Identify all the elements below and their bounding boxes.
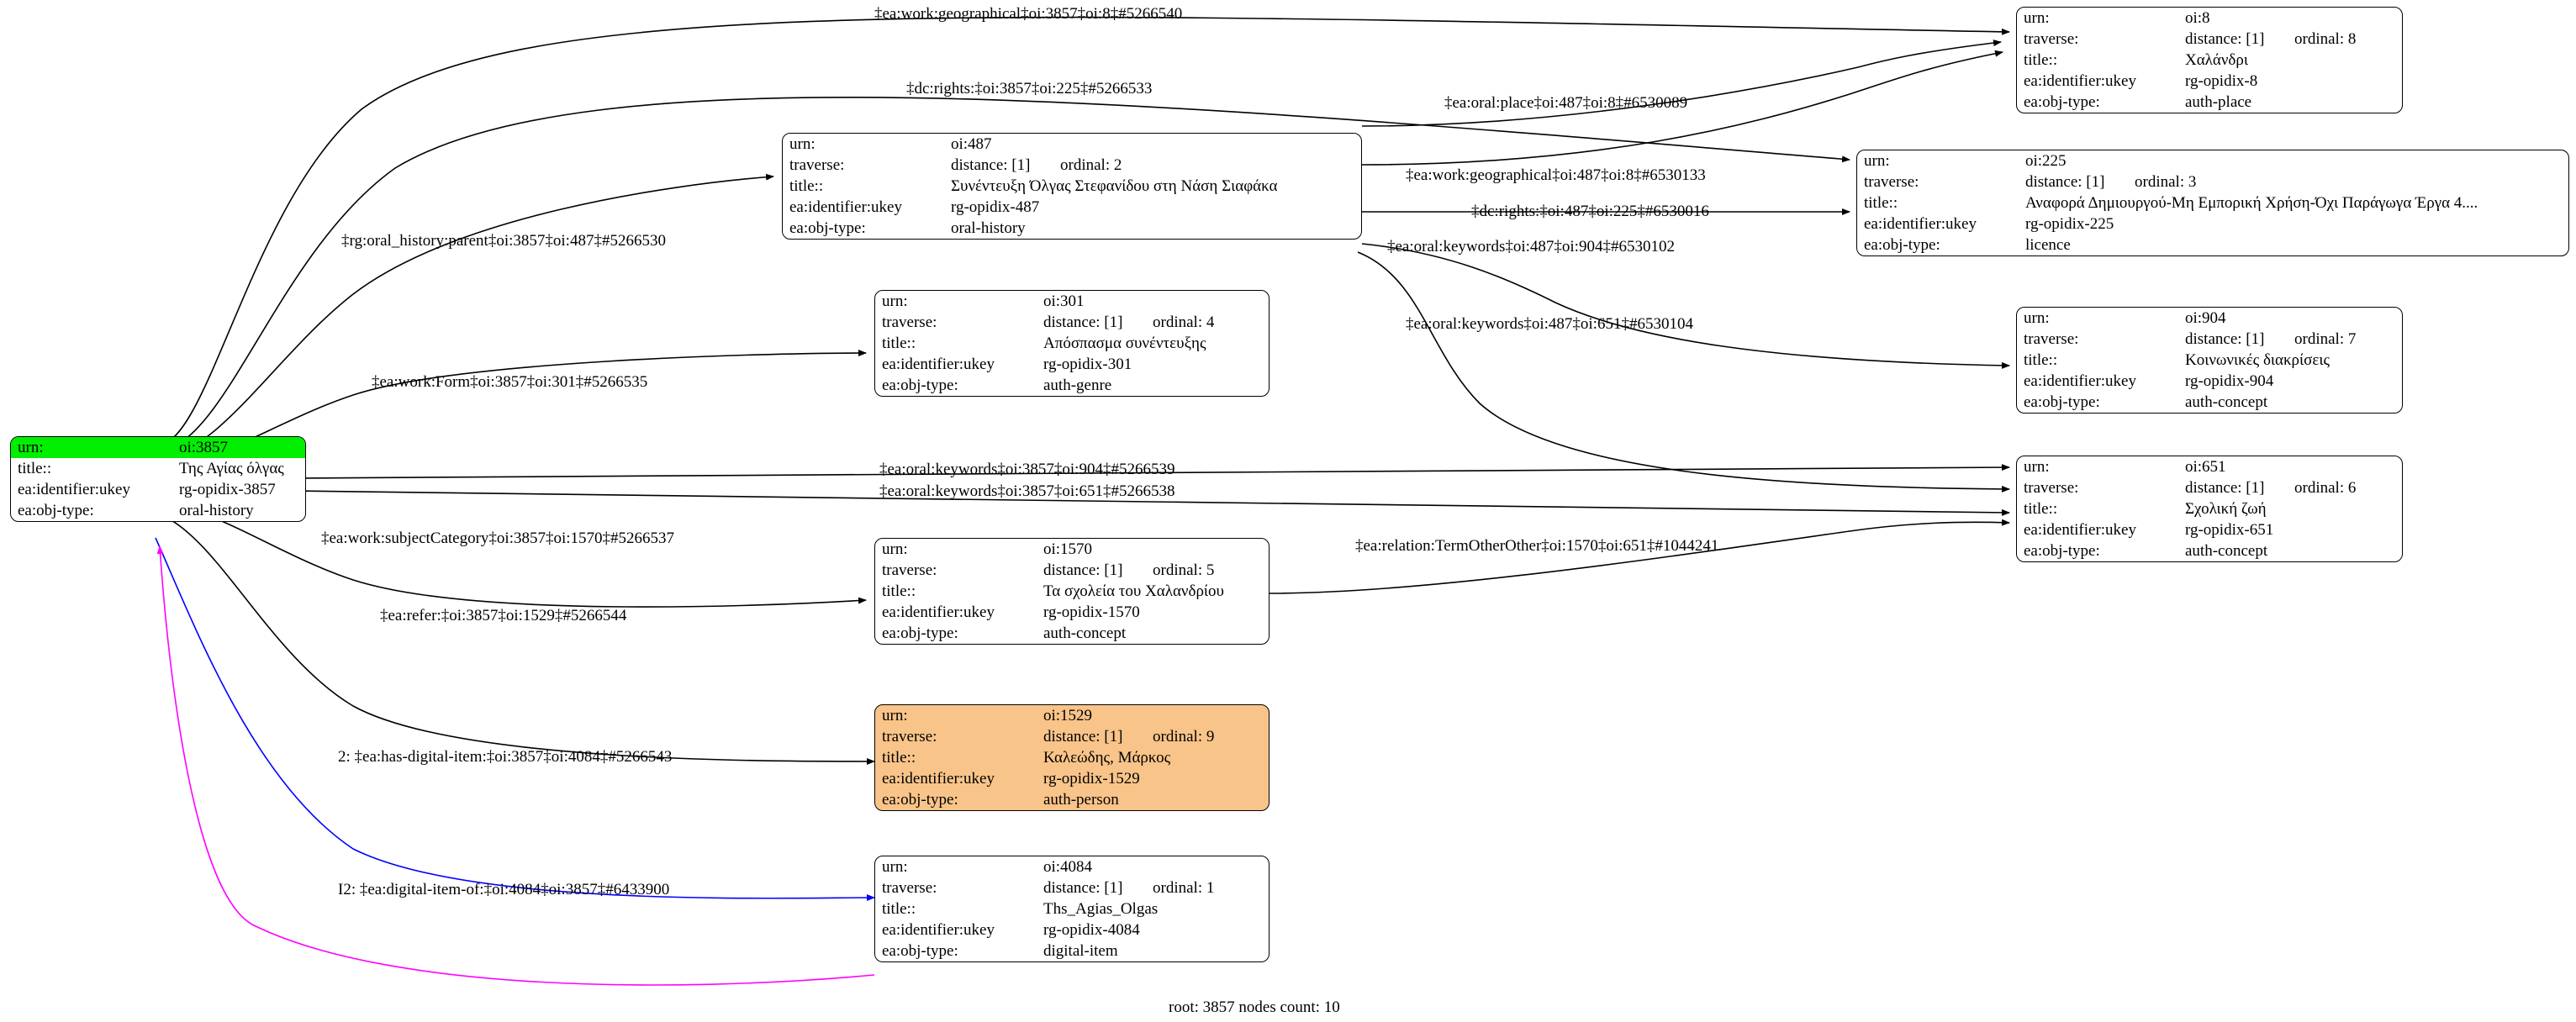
node-value-title: Σχολική ζωή [2185, 500, 2267, 518]
node-row-urn [875, 539, 1269, 560]
node-row-objtype [783, 218, 1361, 239]
node-row-traverse [875, 560, 1269, 581]
node-key-urn: urn: [2024, 458, 2050, 476]
node-key-urn: urn: [882, 540, 908, 558]
node-key-objtype: ea:obj-type: [2024, 542, 2100, 560]
node-value-objtype: auth-concept [2185, 542, 2268, 560]
node-oi-301[interactable] [874, 290, 1270, 397]
node-row-objtype [875, 940, 1269, 961]
edge-path-e7 [1362, 244, 2009, 366]
node-row-traverse [2017, 477, 2402, 498]
node-row-objtype [1857, 234, 2568, 256]
node-key-objtype: ea:obj-type: [2024, 393, 2100, 411]
node-row-title [2017, 498, 2402, 519]
node-value-distance: distance: [1] [1043, 879, 1123, 897]
node-value-objtype: oral-history [951, 219, 1026, 237]
node-key-objtype: ea:obj-type: [1864, 236, 1940, 254]
node-value-distance: distance: [1] [2185, 479, 2265, 497]
edge-label-e7: ‡ea:oral:keywords‡oi:487‡oi:904‡#6530102 [1387, 238, 1675, 256]
node-value-identifier: rg-opidix-8 [2185, 72, 2258, 90]
edge-label-e3: ‡ea:oral:place‡oi:487‡oi:8‡#6530089 [1444, 94, 1688, 112]
node-value-identifier: rg-opidix-1529 [1043, 770, 1140, 788]
node-value-distance: distance: [1] [1043, 728, 1123, 745]
node-row-title [2017, 50, 2402, 71]
node-value-urn: oi:4084 [1043, 858, 1093, 876]
node-row-urn [875, 705, 1269, 726]
node-value-urn: oi:225 [2025, 152, 2067, 170]
node-row-identifier [783, 197, 1361, 218]
node-value-objtype: auth-genre [1043, 377, 1112, 394]
node-value-ordinal: ordinal: 2 [1060, 156, 1122, 174]
node-key-traverse: traverse: [789, 156, 845, 174]
node-oi-487[interactable] [782, 133, 1362, 240]
node-row-title [1857, 192, 2568, 213]
edge-label-e14: ‡ea:refer:‡oi:3857‡oi:1529‡#5266544 [380, 607, 627, 624]
node-key-title: title:: [882, 582, 916, 600]
node-value-traverse [2019, 171, 2568, 192]
node-row-title [875, 581, 1269, 602]
node-key-objtype: ea:obj-type: [18, 502, 94, 519]
node-value-distance: distance: [1] [951, 156, 1031, 174]
node-value-ordinal: ordinal: 3 [2135, 173, 2197, 191]
node-row-urn [875, 856, 1269, 877]
edge-label-e16: I2: ‡ea:digital-item-of:‡oi:4084‡oi:3857‡#6433900 [338, 881, 670, 898]
node-key-title: title:: [18, 460, 52, 477]
node-value-identifier: rg-opidix-4084 [1043, 921, 1140, 939]
node-value-urn: oi:301 [1043, 292, 1085, 310]
node-row-objtype [2017, 92, 2402, 113]
node-row-identifier [1857, 213, 2568, 234]
node-key-identifier: ea:identifier:ukey [882, 921, 995, 939]
node-row-traverse [875, 312, 1269, 333]
node-row-urn [2017, 456, 2402, 477]
node-row-identifier [875, 768, 1269, 789]
edge-label-e5: ‡rg:oral_history:parent‡oi:3857‡oi:487‡#5266530 [341, 232, 666, 250]
node-row-urn [875, 291, 1269, 312]
node-key-traverse: traverse: [882, 728, 937, 745]
node-key-identifier: ea:identifier:ukey [882, 603, 995, 621]
node-row-traverse [875, 726, 1269, 747]
node-key-urn: urn: [882, 707, 908, 724]
node-key-objtype: ea:obj-type: [882, 377, 958, 394]
node-value-identifier: rg-opidix-301 [1043, 356, 1132, 373]
node-oi-1570[interactable] [874, 538, 1270, 645]
node-key-identifier: ea:identifier:ukey [882, 770, 995, 788]
node-row-identifier [875, 602, 1269, 623]
edge-label-e6: ‡dc:rights:‡oi:487‡oi:225‡#6530016 [1471, 203, 1709, 220]
edge-label-e12: ‡ea:work:subjectCategory‡oi:3857‡oi:1570‡#5266537 [321, 529, 675, 547]
edge-path-e3 [1362, 42, 2001, 126]
node-value-ordinal: ordinal: 5 [1153, 561, 1215, 579]
node-key-traverse: traverse: [2024, 30, 2079, 48]
node-value-objtype: auth-concept [1043, 624, 1127, 642]
node-key-identifier: ea:identifier:ukey [2024, 521, 2136, 539]
node-value-title: Χαλάνδρι [2185, 51, 2248, 69]
node-key-traverse: traverse: [2024, 479, 2079, 497]
edge-label-e10: ‡ea:oral:keywords‡oi:3857‡oi:904‡#5266539 [879, 461, 1175, 478]
node-row-objtype [11, 500, 305, 521]
node-value-ordinal: ordinal: 9 [1153, 728, 1215, 745]
node-key-traverse: traverse: [2024, 330, 2079, 348]
node-row-traverse [2017, 29, 2402, 50]
node-key-urn: urn: [789, 135, 816, 153]
node-value-ordinal: ordinal: 7 [2294, 330, 2357, 348]
node-value-urn: oi:1529 [1043, 707, 1093, 724]
graph-footer: root: 3857 nodes count: 10 [1169, 998, 1340, 1016]
node-row-identifier [2017, 71, 2402, 92]
node-key-urn: urn: [2024, 9, 2050, 27]
node-row-title [875, 898, 1269, 919]
edge-path-e13 [1270, 522, 2009, 593]
node-row-traverse [1857, 171, 2568, 192]
node-row-objtype [2017, 540, 2402, 561]
node-value-distance: distance: [1] [2185, 30, 2265, 48]
node-row-objtype [875, 789, 1269, 810]
node-key-identifier: ea:identifier:ukey [18, 481, 130, 498]
node-value-distance: distance: [1] [2025, 173, 2105, 191]
node-value-title: Καλεώδης, Μάρκος [1043, 749, 1171, 766]
edge-label-e13: ‡ea:relation:TermOtherOther‡oi:1570‡oi:651‡#1044241 [1355, 537, 1719, 555]
node-value-urn: oi:651 [2185, 458, 2226, 476]
node-key-urn: urn: [882, 858, 908, 876]
node-key-traverse: traverse: [882, 561, 937, 579]
node-row-title [11, 458, 305, 479]
edge-path-e15 [156, 538, 874, 898]
node-key-title: title:: [1864, 194, 1898, 212]
edge-label-e15: 2: ‡ea:has-digital-item:‡oi:3857‡oi:4084‡#5266543 [338, 748, 673, 766]
node-value-traverse [1037, 726, 1269, 747]
node-row-urn [2017, 308, 2402, 329]
node-row-title [875, 747, 1269, 768]
node-key-title: title:: [2024, 51, 2058, 69]
node-key-identifier: ea:identifier:ukey [2024, 72, 2136, 90]
edge-label-e4: ‡ea:work:geographical‡oi:487‡oi:8‡#6530133 [1406, 166, 1706, 184]
node-value-objtype: auth-place [2185, 93, 2252, 111]
node-value-identifier: rg-opidix-487 [951, 198, 1040, 216]
node-row-identifier [11, 479, 305, 500]
node-oi-904[interactable] [2016, 307, 2403, 414]
node-oi-8[interactable] [2016, 7, 2403, 113]
node-row-urn [1857, 150, 2568, 171]
node-value-objtype: auth-concept [2185, 393, 2268, 411]
node-value-traverse [2178, 477, 2402, 498]
node-value-distance: distance: [1] [1043, 313, 1123, 331]
node-value-ordinal: ordinal: 8 [2294, 30, 2357, 48]
node-value-objtype: digital-item [1043, 942, 1118, 960]
node-key-objtype: ea:obj-type: [882, 624, 958, 642]
node-key-traverse: traverse: [882, 879, 937, 897]
node-value-identifier: rg-opidix-651 [2185, 521, 2274, 539]
node-value-ordinal: ordinal: 6 [2294, 479, 2357, 497]
node-value-traverse [2178, 329, 2402, 350]
node-key-identifier: ea:identifier:ukey [789, 198, 902, 216]
node-oi-3857[interactable] [10, 436, 306, 522]
node-row-identifier [2017, 371, 2402, 392]
node-value-identifier: rg-opidix-904 [2185, 372, 2274, 390]
node-row-identifier [875, 919, 1269, 940]
node-value-urn: oi:487 [951, 135, 992, 153]
node-key-traverse: traverse: [1864, 173, 1919, 191]
node-value-urn: oi:1570 [1043, 540, 1093, 558]
node-value-distance: distance: [1] [1043, 561, 1123, 579]
node-row-objtype [875, 375, 1269, 396]
node-value-urn: oi:904 [2185, 309, 2226, 327]
node-row-title [875, 333, 1269, 354]
node-value-title: Τα σχολεία του Χαλανδρίου [1043, 582, 1224, 600]
node-value-title: Συνέντευξη Όλγας Στεφανίδου στη Νάση Σιαφάκα [951, 177, 1278, 195]
node-row-traverse [2017, 329, 2402, 350]
edge-label-e8: ‡ea:work:Form‡oi:3857‡oi:301‡#5266535 [372, 373, 648, 391]
node-oi-225[interactable] [1856, 150, 2569, 256]
node-row-identifier [875, 354, 1269, 375]
node-row-urn [11, 437, 305, 458]
edge-path-e9 [1358, 252, 2009, 489]
node-value-urn: oi:3857 [172, 437, 305, 458]
node-value-title: Αναφορά Δημιουργού-Μη Εμπορική Χρήση-Όχι Παράγωγα Έργα 4.... [2025, 194, 2478, 212]
edge-path-e5 [160, 176, 773, 458]
node-value-title: Απόσπασμα συνέντευξης [1043, 335, 1206, 352]
node-value-objtype: auth-person [1043, 791, 1119, 809]
node-key-urn: urn: [882, 292, 908, 310]
node-value-traverse [1037, 877, 1269, 898]
edge-label-e11: ‡ea:oral:keywords‡oi:3857‡oi:651‡#5266538 [879, 482, 1175, 500]
node-key-objtype: ea:obj-type: [2024, 93, 2100, 111]
node-oi-4084[interactable] [874, 856, 1270, 962]
node-value-title: Κοινωνικές διακρίσεις [2185, 351, 2331, 369]
node-value-traverse [2178, 29, 2402, 50]
node-row-objtype [875, 623, 1269, 644]
node-value-identifier: rg-opidix-3857 [179, 481, 276, 498]
node-value-urn: oi:8 [2185, 9, 2210, 27]
node-key-title: title:: [789, 177, 824, 195]
node-value-identifier: rg-opidix-1570 [1043, 603, 1140, 621]
node-value-traverse [1037, 312, 1269, 333]
node-key-identifier: ea:identifier:ukey [2024, 372, 2136, 390]
node-value-title: Ths_Agias_Olgas [1043, 900, 1159, 918]
edge-label-e1: ‡ea:work:geographical‡oi:3857‡oi:8‡#5266540 [874, 5, 1183, 23]
node-key-urn: urn: [2024, 309, 2050, 327]
node-key-traverse: traverse: [882, 313, 937, 331]
node-key-title: title:: [882, 900, 916, 918]
node-key-title: title:: [882, 335, 916, 352]
node-key-title: title:: [2024, 500, 2058, 518]
node-key-objtype: ea:obj-type: [882, 942, 958, 960]
node-row-objtype [2017, 392, 2402, 413]
node-key-objtype: ea:obj-type: [882, 791, 958, 809]
node-key-title: title:: [882, 749, 916, 766]
node-value-ordinal: ordinal: 4 [1153, 313, 1215, 331]
edge-path-e14 [160, 514, 874, 761]
node-key-identifier: ea:identifier:ukey [882, 356, 995, 373]
edge-label-e2: ‡dc:rights:‡oi:3857‡oi:225‡#5266533 [906, 80, 1153, 97]
node-value-objtype: licence [2025, 236, 2071, 254]
edge-label-e9: ‡ea:oral:keywords‡oi:487‡oi:651‡#6530104 [1406, 315, 1693, 333]
node-row-traverse [875, 877, 1269, 898]
node-value-traverse [1037, 560, 1269, 581]
node-row-urn [2017, 8, 2402, 29]
node-key-identifier: ea:identifier:ukey [1864, 215, 1977, 233]
node-key-urn: urn: [1864, 152, 1890, 170]
node-value-distance: distance: [1] [2185, 330, 2265, 348]
node-row-title [783, 176, 1361, 197]
node-row-urn [783, 134, 1361, 155]
node-value-traverse [944, 155, 1361, 176]
node-value-ordinal: ordinal: 1 [1153, 879, 1215, 897]
node-oi-651[interactable] [2016, 456, 2403, 562]
node-key-urn: urn: [11, 437, 172, 458]
node-row-identifier [2017, 519, 2402, 540]
node-row-title [2017, 350, 2402, 371]
node-key-title: title:: [2024, 351, 2058, 369]
node-oi-1529[interactable] [874, 704, 1270, 811]
node-value-title: Της Αγίας όλγας [179, 460, 284, 477]
node-row-traverse [783, 155, 1361, 176]
node-value-identifier: rg-opidix-225 [2025, 215, 2114, 233]
node-key-objtype: ea:obj-type: [789, 219, 866, 237]
node-value-objtype: oral-history [179, 502, 254, 519]
